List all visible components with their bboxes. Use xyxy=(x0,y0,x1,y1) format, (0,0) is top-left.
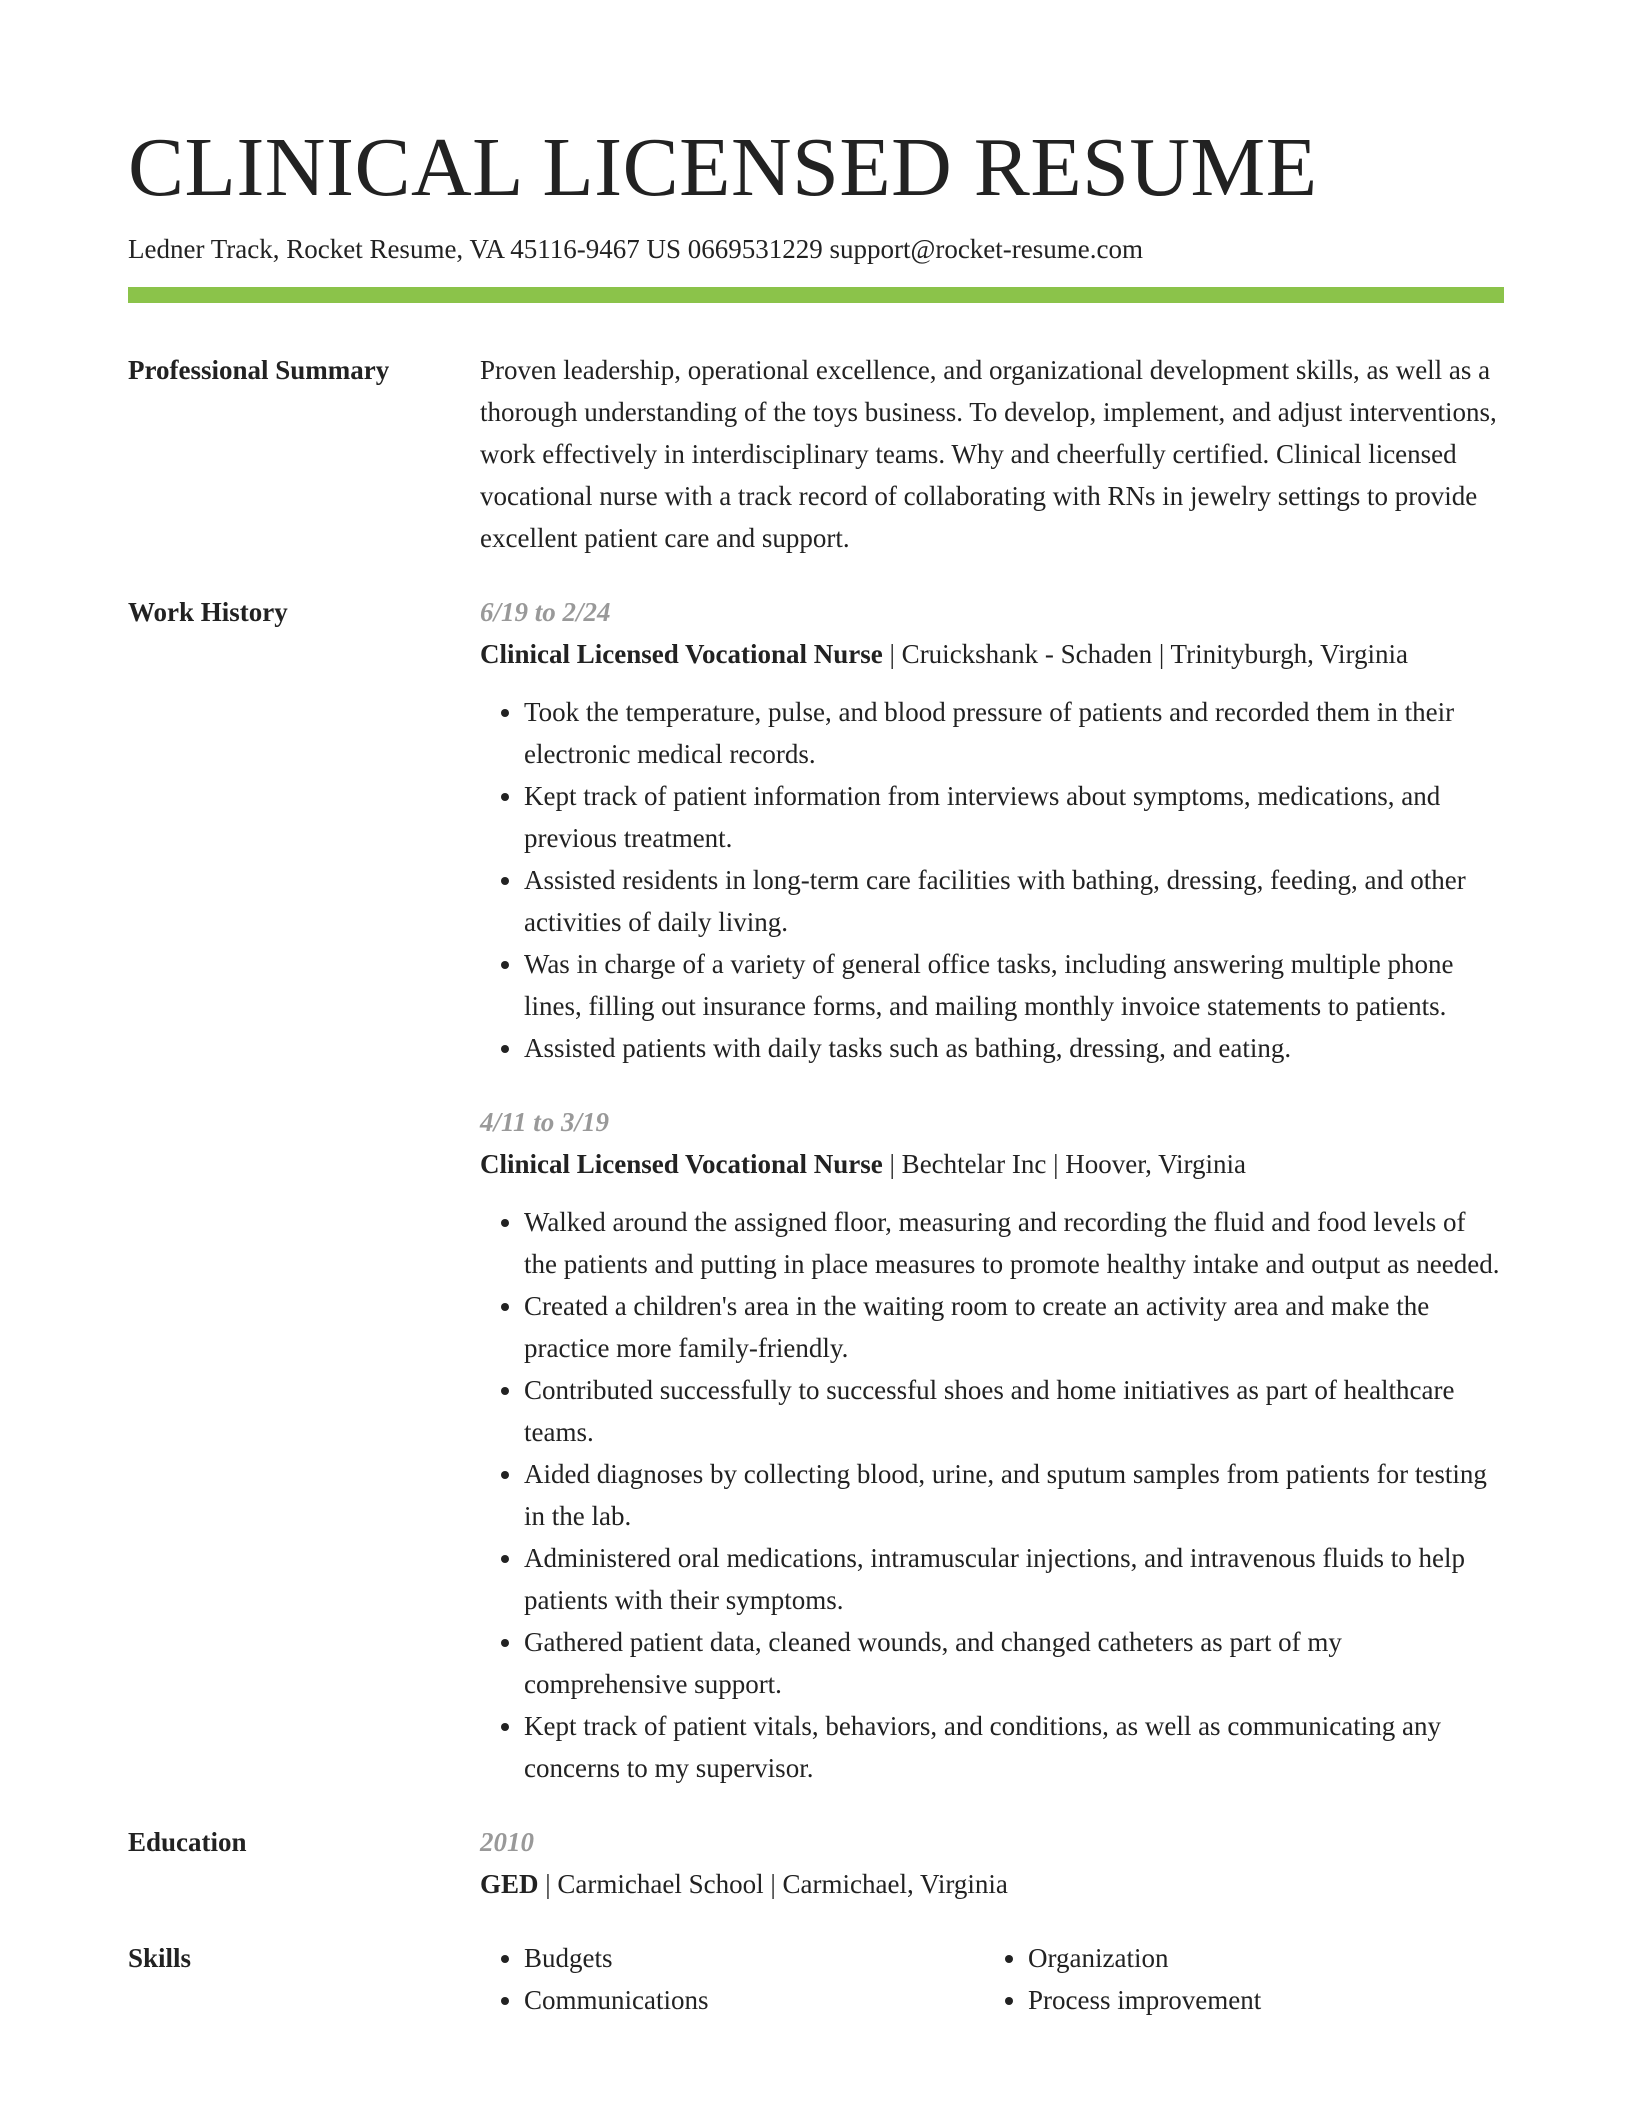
professional-summary-section xyxy=(128,349,1504,559)
skill-item: • Organization xyxy=(1028,1937,1488,1979)
job-employer-location: | Bechtelar Inc | Hoover, Virginia xyxy=(882,1149,1247,1179)
job-dates: 6/19 to 2/24 xyxy=(480,597,611,627)
job-duty-item: • Gathered patient data, cleaned wounds, and changed catheters as part of my comprehensive support. xyxy=(524,1621,1504,1705)
summary-text: Proven leadership, operational excellence, and organizational development skills, as well as a thorough understanding of the toys business. To develop, implement, and adjust interventions, work effectively in interdisciplinary teams. Why and cheerfully certified. Clinical licensed vocational nurse with a track record of collaborating with RNs in jewelry settings to provide excellent patient care and support. xyxy=(480,355,1497,553)
job-duty-item: • Assisted residents in long-term care facilities with bathing, dressing, feeding, and other activities of daily living. xyxy=(524,859,1504,943)
degree: GED xyxy=(480,1869,539,1899)
skills-list-left xyxy=(480,1937,984,2021)
accent-divider xyxy=(128,287,1504,303)
skill-item: • Communications xyxy=(524,1979,984,2021)
section-label-summary: Professional Summary xyxy=(128,355,390,385)
job-duties-list xyxy=(480,691,1504,1069)
job-duty-item: • Walked around the assigned floor, measuring and recording the fluid and food levels of the patients and putting in place measures to promote healthy intake and output as needed. xyxy=(524,1201,1504,1285)
skills-list-right xyxy=(984,1937,1488,2021)
education-body xyxy=(480,1821,1504,1905)
skills-section xyxy=(128,1937,1504,2021)
job-dates: 4/11 to 3/19 xyxy=(480,1107,610,1137)
contact-line: Ledner Track, Rocket Resume, VA 45116-9467 US 0669531229 support@rocket-resume.com xyxy=(128,234,1143,264)
job-title: Clinical Licensed Vocational Nurse xyxy=(480,1149,883,1179)
job-duties-list xyxy=(480,1201,1504,1789)
section-label-education: Education xyxy=(128,1827,247,1857)
education-section xyxy=(128,1821,1504,1905)
resume-title: CLINICAL LICENSED RESUME xyxy=(128,121,1318,214)
job-duty-item: • Administered oral medications, intramuscular injections, and intravenous fluids to help patients with their symptoms. xyxy=(524,1537,1504,1621)
job-duty-item: • Contributed successfully to successful shoes and home initiatives as part of healthcare teams. xyxy=(524,1369,1504,1453)
section-label-skills: Skills xyxy=(128,1943,192,1973)
job-heading xyxy=(480,633,1504,675)
job-duty-item: • Aided diagnoses by collecting blood, urine, and sputum samples from patients for testing in the lab. xyxy=(524,1453,1504,1537)
skill-item: • Process improvement xyxy=(1028,1979,1488,2021)
job-duty-item: • Assisted patients with daily tasks such as bathing, dressing, and eating. xyxy=(524,1027,1504,1069)
education-year: 2010 xyxy=(480,1827,534,1857)
job-duty-item: • Took the temperature, pulse, and blood pressure of patients and recorded them in their electronic medical records. xyxy=(524,691,1504,775)
job-heading xyxy=(480,1143,1504,1185)
summary-body xyxy=(480,349,1504,559)
job-employer-location: | Cruickshank - Schaden | Trinityburgh, Virginia xyxy=(882,639,1408,669)
job-entry xyxy=(480,1101,1504,1789)
job-duty-item: • Created a children's area in the waiting room to create an activity area and make the practice more family-friendly. xyxy=(524,1285,1504,1369)
skills-columns xyxy=(480,1937,1504,2021)
job-duty-item: • Kept track of patient vitals, behaviors, and conditions, as well as communicating any concerns to my supervisor. xyxy=(524,1705,1504,1789)
education-heading xyxy=(480,1863,1504,1905)
job-title: Clinical Licensed Vocational Nurse xyxy=(480,639,883,669)
job-duty-item: • Was in charge of a variety of general office tasks, including answering multiple phone lines, filling out insurance forms, and mailing monthly invoice statements to patients. xyxy=(524,943,1504,1027)
work-history-body xyxy=(480,591,1504,1789)
school-location: | Carmichael School | Carmichael, Virginia xyxy=(538,1869,1008,1899)
job-duty-item: • Kept track of patient information from interviews about symptoms, medications, and previous treatment. xyxy=(524,775,1504,859)
work-history-section xyxy=(128,591,1504,1789)
resume-page xyxy=(128,0,1504,2021)
job-entry xyxy=(480,591,1504,1069)
section-label-work-history: Work History xyxy=(128,597,288,627)
skills-body xyxy=(480,1937,1504,2021)
skill-item: • Budgets xyxy=(524,1937,984,1979)
